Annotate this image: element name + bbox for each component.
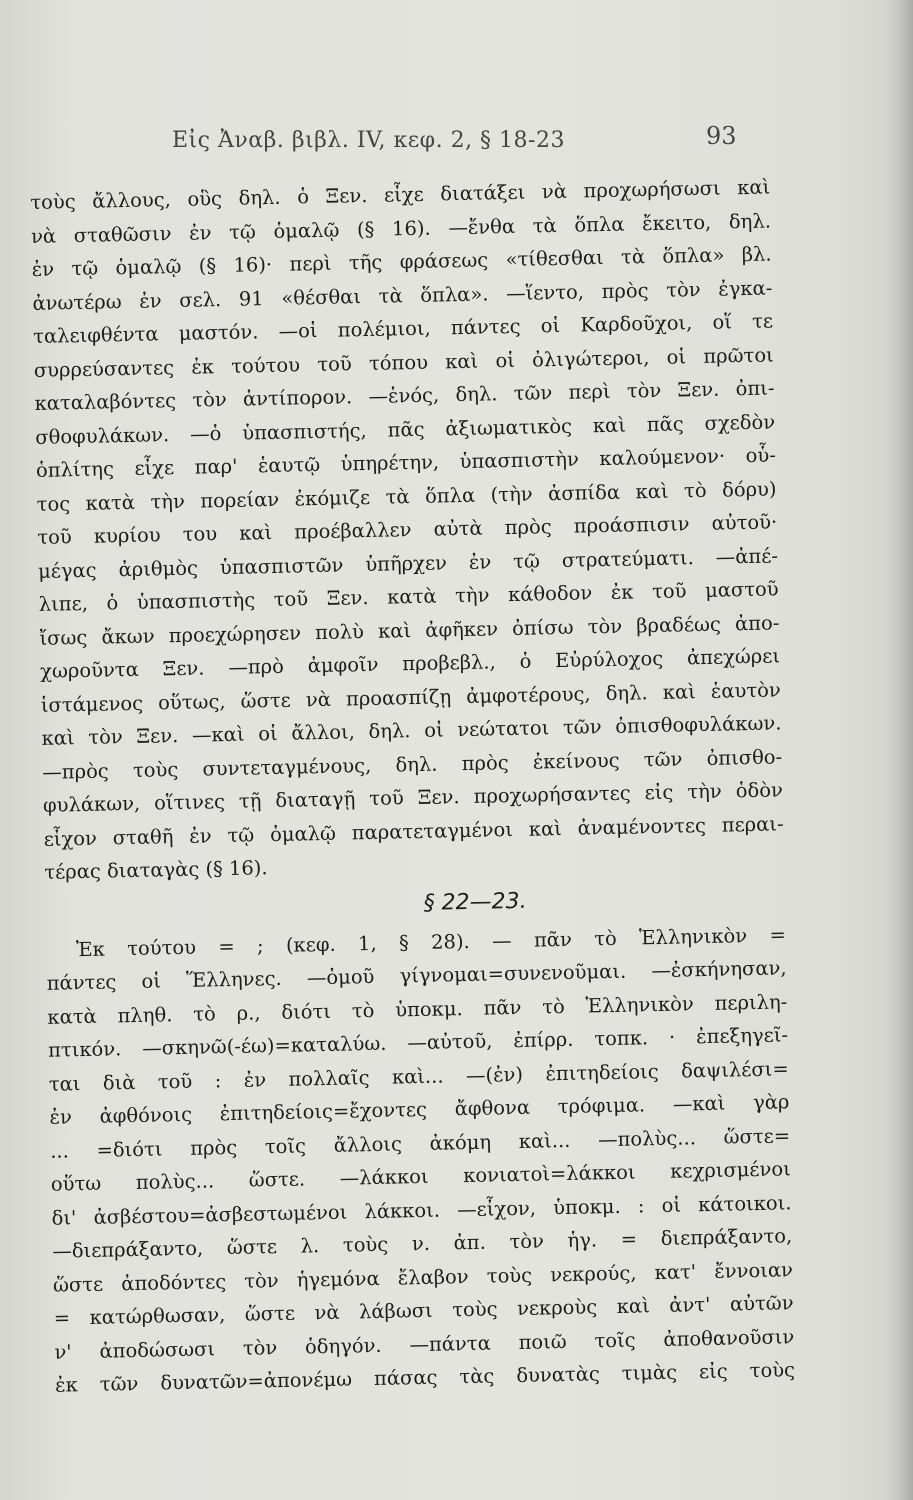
text-line: φυλάκων, οἵτινες τῇ διαταγῇ τοῦ Ξεν. προχωρήσαντες εἰς τὴν ὁδὸν xyxy=(42,778,784,817)
text-line: συρρεύσαντες ἐκ τούτου τοῦ τόπου καὶ οἱ ὀλιγώτεροι, οἱ πρῶτοι xyxy=(33,342,774,382)
text-line: σθοφυλάκων. —ὁ ὑπασπιστής, πᾶς ἀξιωματικὸς καὶ πᾶς σχεδὸν xyxy=(35,409,776,449)
text-line: καὶ τὸν Ξεν. —καὶ οἱ ἄλλοι, δηλ. οἱ νεώτατοι τῶν ὀπισθοφυλάκων. xyxy=(41,711,782,750)
commentary-text xyxy=(30,171,795,1403)
text-line: ἴσως ἄκων προεχώρησεν πολὺ καὶ ἀφῆκεν ὀπίσω τὸν βραδέως ἀπο- xyxy=(39,610,780,650)
text-line: ταλειφθέντα μαστόν. —οἱ πολέμιοι, πάντες οἱ Καρδοῦχοι, οἵ τε xyxy=(32,309,774,348)
text-line: λιπε, ὁ ὑπασπιστὴς τοῦ Ξεν. κατὰ τὴν κάθοδον ἐκ τοῦ μαστοῦ xyxy=(38,577,779,616)
text-line: κατὰ πληθ. τὸ ρ., διότι τὸ ὑποκμ. πᾶν τὸ Ἑλληνικὸν περιλη- xyxy=(47,989,788,1029)
page-number: 93 xyxy=(706,122,737,150)
text-line: καταλαβόντες τὸν ἀντίπορον. —ἑνός, δηλ. τῶν περὶ τὸν Ξεν. ὀπι- xyxy=(34,376,775,415)
text-line: Ἐκ τούτου = ; (κεφ. 1, § 28). — πᾶν τὸ Ἑλληνικὸν = xyxy=(75,922,787,961)
section-heading: § 22—23. xyxy=(423,888,527,916)
text-line: πάντες οἱ Ἕλληνες. —ὁμοῦ γίγνομαι=συνενοῦμαι. —ἐσκήνησαν, xyxy=(46,956,787,995)
text-line: εἶχον σταθῆ ἐν τῷ ὁμαλῷ παρατεταγμένοι καὶ ἀναμένοντες περαι- xyxy=(43,811,784,851)
running-head: Εἰς Ἀναβ. βιβλ. IV, κεφ. 2, § 18-23 xyxy=(172,128,565,153)
text-line: τέρας διαταγὰς (§ 16). xyxy=(44,856,268,884)
text-line: ἱστάμενος οὕτως, ὥστε νὰ προασπίζῃ ἀμφοτέρους, δηλ. καὶ ἑαυτὸν xyxy=(40,677,781,717)
text-line: ἐν ἀφθόνοις ἐπιτηδείοις=ἔχοντες ἄφθονα τρόφιμα. —καὶ γὰρ xyxy=(49,1090,790,1129)
text-line: τοῦ κυρίου του καὶ προέβαλλεν αὐτὰ πρὸς προάσπισιν αὐτοῦ· xyxy=(37,510,778,549)
text-line: ὥστε ἀποδόντες τὸν ἡγεμόνα ἔλαβον τοὺς νεκρούς, κατ' ἔννοιαν xyxy=(52,1257,794,1297)
page-edge-shadow xyxy=(887,0,913,1500)
text-line: χωροῦντα Ξεν. —πρὸ ἀμφοῖν προβεβλ., ὁ Εὐρύλοχος ἀπεχώρει xyxy=(39,644,781,683)
text-line: ἀνωτέρω ἐν σελ. 91 «θέσθαι τὰ ὅπλα». —ἵεντο, πρὸς τὸν ἐγκα- xyxy=(32,275,773,315)
text-line: πτικόν. —σκηνῶ(-έω)=καταλύω. —αὐτοῦ, ἐπίρρ. τοπκ. · ἐπεξηγεῖ- xyxy=(47,1023,789,1062)
text-line: = κατώρθωσαν, ὥστε νὰ λάβωσι τοὺς νεκροὺς καὶ ἀντ' αὐτῶν xyxy=(53,1291,794,1330)
text-line: —πρὸς τοὺς συντεταγμένους, δηλ. πρὸς ἐκείνους τῶν ὀπισθο- xyxy=(42,744,783,784)
text-line: τος κατὰ τὴν πορείαν ἐκόμιζε τὰ ὅπλα (τὴν ἀσπίδα καὶ τὸ δόρυ) xyxy=(36,476,777,516)
text-line: ται διὰ τοῦ : ἐν πολλαῖς καὶ... —(ἐν) ἐπιτηδείοις δαψιλέσι= xyxy=(48,1056,789,1096)
text-line: μέγας ἀριθμὸς ὑπασπιστῶν ὑπῆρχεν ἐν τῷ στρατεύματι. —ἀπέ- xyxy=(37,543,779,583)
text-line: οὕτω πολὺς... ὥστε. —λάκκοι κονιατοὶ=λάκκοι κεχρισμένοι xyxy=(50,1157,791,1196)
text-line: ... =διότι πρὸς τοῖς ἄλλοις ἀκόμη καὶ... —πολὺς... ὥστε= xyxy=(49,1123,791,1163)
text-line: τοὺς ἄλλους, οὓς δηλ. ὁ Ξεν. εἶχε διατάξει νὰ προχωρήσωσι καὶ xyxy=(30,175,771,214)
text-line: ἐκ τῶν δυνατῶν=ἀπονέμω πάσας τὰς δυνατὰς τιμὰς εἰς τοὺς xyxy=(54,1358,796,1397)
text-line: ὁπλίτης εἶχε παρ' ἑαυτῷ ὑπηρέτην, ὑπασπιστὴν καλούμενον· οὗ- xyxy=(35,443,777,482)
text-line: ἐν τῷ ὁμαλῷ (§ 16)· περὶ τῆς φράσεως «τίθεσθαι τὰ ὅπλα» βλ. xyxy=(31,242,772,281)
text-line: ν' ἀποδώσωσι τὸν ὁδηγόν. —πάντα ποιῶ τοῖς ἀποθανοῦσιν xyxy=(54,1324,795,1364)
text-line: —διεπράξαντο, ὥστε λ. τοὺς ν. ἀπ. τὸν ἡγ. = διεπράξαντο, xyxy=(52,1224,793,1263)
text-line: νὰ σταθῶσιν ἐν τῷ ὁμαλῷ (§ 16). —ἔνθα τὰ ὅπλα ἔκειτο, δηλ. xyxy=(30,208,772,248)
text-line: δι' ἀσβέστου=ἀσβεστωμένοι λάκκοι. —εἶχον, ὑποκμ. : οἱ κάτοικοι. xyxy=(51,1190,792,1230)
page-header xyxy=(0,122,913,168)
